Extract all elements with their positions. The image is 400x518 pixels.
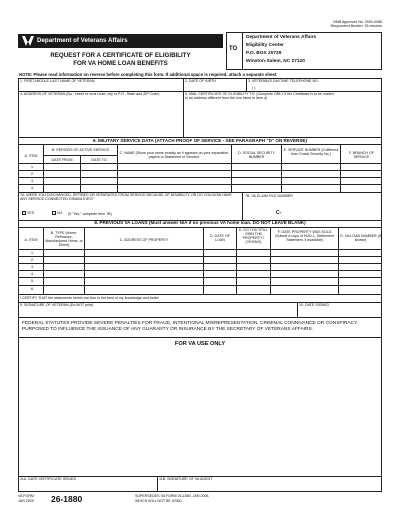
disability-yes-option[interactable]: [22, 211, 34, 215]
omb-number: OMB Approved No. 2900-0086: [332, 20, 382, 24]
va-agent-signature-label: 11B. SIGNATURE OF VA AGENT: [159, 477, 213, 481]
loan-col-item: A. ITEM: [24, 238, 38, 242]
signature-label: 9. SIGNATURE OF VETERAN (Do NOT print): [20, 303, 94, 307]
mil-col-name: C. NAME (Show your name exactly as it appears on your separation papers or Statement of Service): [119, 151, 229, 160]
mil-col-item: A. ITEM: [24, 154, 38, 158]
loan-col-sold: F. DATE PROPERTY WAS SOLD (Submit a copy of HUD-1, Settlement Statement, if available): [274, 230, 335, 243]
yes-label: YES: [26, 211, 35, 215]
date-issued-label: 11A. DATE CERTIFICATE ISSUED: [20, 477, 77, 481]
to-label: TO: [229, 46, 238, 52]
loan-col-address: C. ADDRESS OF PROPERTY: [119, 238, 169, 242]
date-signed-input[interactable]: [298, 307, 381, 316]
address-line1: Department of Veterans Affairs: [246, 35, 317, 40]
veteran-name-label: 1. FIRST-MIDDLE-LAST NAME OF VETERAN: [20, 79, 95, 83]
loan-row-6[interactable]: 6.: [31, 287, 34, 291]
va-claim-input[interactable]: [283, 206, 380, 218]
mail-to-label: 5. MAIL CERTIFICATE OF ELIGIBILITY TO: (Complete ONLY if the Certificate is to be mailed to an address different from the one listed in Item 4): [185, 92, 334, 101]
mil-col-ssn: D. SOCIAL SECURITY NUMBER: [238, 151, 275, 160]
mil-row-3[interactable]: 3.: [31, 179, 34, 183]
certify-statement: I CERTIFY THAT the statements herein are true to the best of my knowledge and belief.: [20, 296, 160, 300]
footer-form-number: 26-1880: [51, 494, 83, 504]
va-use-area: [19, 350, 381, 473]
veteran-address-label: 4. ADDRESS OF VETERAN (No., street or rural route, city or P.O., State and ZIP Code): [20, 92, 160, 96]
footer-va-form: VA FORM: [18, 494, 34, 498]
disability-no-option[interactable]: [52, 211, 62, 215]
loan-col-type: B. TYPE (Home, Refinance, Manufactured Home, or Direct): [45, 231, 83, 248]
loan-col-va-number: G. VA LOAN NUMBER (If known): [340, 234, 381, 243]
loan-row-4[interactable]: 4.: [31, 272, 34, 276]
va-claim-label: 7B. VA CLAIM FILE NUMBER: [245, 194, 293, 198]
penalty-notice: FEDERAL STATUTES PROVIDE SEVERE PENALTIES FOR FRAUD, INTENTIONAL MISREPRESENTATION, CRIMINAL CONNIVANCE OR CONSPIRACY PURPOSED TO INFLUENCE THE ISSUANCE OF ANY GUARANTY OR INSURANCE BY THE SECRETARY OF VETERANS AFFAIRS.: [22, 321, 358, 333]
agency-banner: [18, 34, 223, 48]
address-line3: P.O. BOX 20729: [246, 51, 282, 56]
phone-label: 3. VETERAN'S DAYTIME TELEPHONE NO.: [248, 79, 319, 83]
form-title-line2: FOR VA HOME LOAN BENEFITS: [73, 60, 168, 67]
dob-label: 2. DATE OF BIRTH: [185, 79, 217, 83]
disability-hint: (If "Yes," complete Item 7B): [68, 212, 112, 216]
address-line4: Winston-Salem, NC 27120: [246, 59, 305, 64]
signature-input[interactable]: [19, 307, 296, 316]
disability-question: 7A. WERE YOU DISCHARGED, RETIRED OR SEPARATED FROM SERVICE BECAUSE OF DISABILITY OR DO YOU NOW HAVE ANY SERVICE-CONNECTED DISABILITIES?: [20, 193, 232, 202]
mail-to-input[interactable]: [184, 101, 381, 136]
agency-name: Department of Veterans Affairs: [37, 37, 128, 44]
footer-supersedes-2: WHICH WILL NOT BE USED.: [135, 499, 183, 503]
dob-input[interactable]: [184, 83, 245, 90]
va-seal-icon: [21, 35, 35, 47]
mil-col-from: DATE FROM: [51, 158, 73, 162]
loan-row-5[interactable]: 5.: [31, 279, 34, 283]
mil-col-branch: F. BRANCH OF SERVICE: [349, 151, 374, 160]
previous-loans-heading: 8. PREVIOUS VA LOANS (Must answer N/A if no previous VA home loan. DO NOT LEAVE BLANK): [94, 220, 306, 225]
mil-row-4[interactable]: 4.: [31, 186, 34, 190]
form-note: NOTE: Please read information on reverse before completing this form. If additional space is required, attach a separate sheet.: [19, 72, 278, 77]
mil-row-1[interactable]: 1.: [31, 165, 34, 169]
loan-col-own: E. DO YOU STILL OWN THE PROPERTY? (YES/NO): [238, 228, 269, 245]
loan-row-1[interactable]: 1.: [31, 251, 34, 255]
loan-row-3[interactable]: 3.: [31, 265, 34, 269]
footer-supersedes-1: SUPERSEDES VA FORM 26-1880, JAN 2005,: [135, 494, 210, 498]
loan-row-2[interactable]: 2.: [31, 258, 34, 262]
claim-prefix: C-: [276, 210, 282, 216]
no-label: NO: [57, 211, 63, 215]
military-service-heading: 6. MILITARY SERVICE DATA (ATTACH PROOF OF SERVICE - SEE PARAGRAPH "D" ON REVERSE): [92, 138, 308, 143]
mil-col-periods: B. PERIODS OF ACTIVE SERVICE: [51, 148, 110, 152]
no-checkbox[interactable]: [52, 211, 56, 215]
yes-checkbox[interactable]: [22, 211, 26, 215]
va-use-only-heading: FOR VA USE ONLY: [174, 341, 226, 347]
mil-col-to: DATE TO: [91, 158, 107, 162]
veteran-name-input[interactable]: [19, 83, 182, 90]
phone-area-code: ( ): [252, 86, 256, 90]
loan-col-date: D. DATE OF LOAN: [210, 234, 230, 243]
mil-col-service-number: E. SERVICE NUMBER (If different from Social Security No.): [283, 148, 339, 157]
footer-date: JAN 2009: [18, 499, 34, 503]
respondent-burden: Respondent Burden: 15 minutes: [330, 24, 382, 28]
address-line2: Eligibility Center: [246, 43, 284, 48]
mil-row-2[interactable]: 2.: [31, 172, 34, 176]
veteran-address-input[interactable]: [19, 101, 182, 136]
date-signed-label: 10. DATE SIGNED: [299, 303, 330, 307]
form-title-line1: REQUEST FOR A CERTIFICATE OF ELIGIBILITY: [50, 52, 191, 59]
